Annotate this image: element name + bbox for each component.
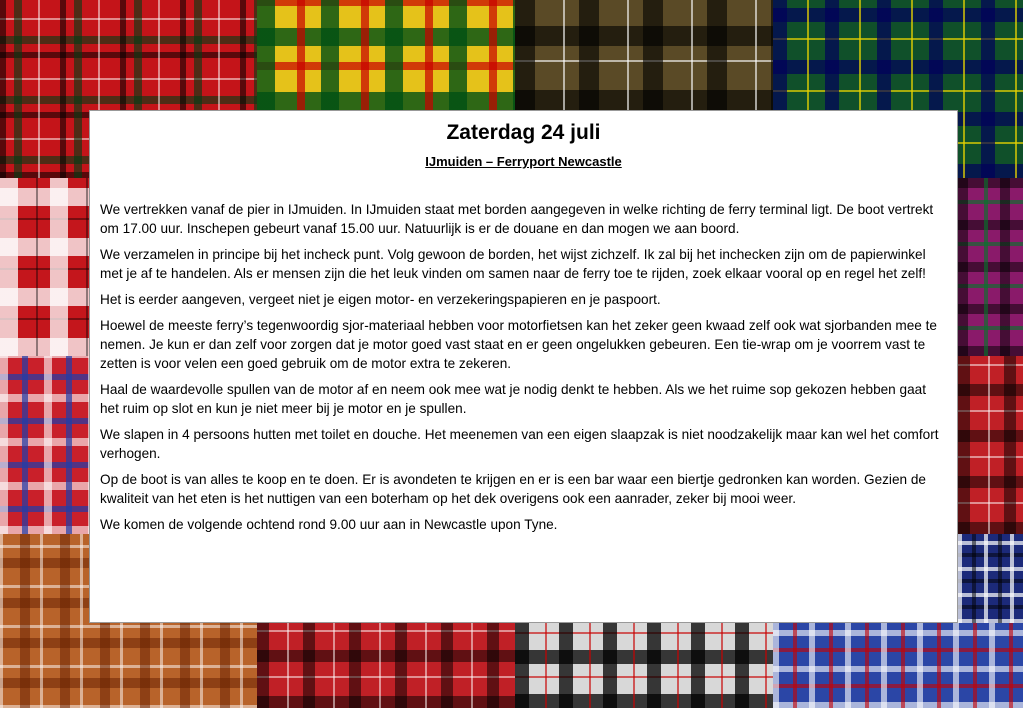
paragraph: Het is eerder aangeven, vergeet niet je eigen motor- en verzekeringspapieren en je paspoort. <box>100 292 661 307</box>
paragraph: Haal de waardevolle spullen van de motor af en neem ook mee wat je nodig denkt te hebben. Als we het ruime sop gekozen hebben gaat het ruim op slot en kun je niet meer bij je motor en je spullen. <box>100 382 926 416</box>
tartan-tile-blue <box>773 623 1023 708</box>
paragraph: We komen de volgende ochtend rond 9.00 uur aan in Newcastle upon Tyne. <box>100 517 558 532</box>
content-card <box>89 110 958 623</box>
paragraph: We vertrekken vanaf de pier in IJmuiden. In IJmuiden staat met borden aangegeven in welke richting de ferry terminal ligt. De boot vertrekt om 17.00 uur. Inschepen gebeurt vanaf 15.00 uur. Natuurlijk is er de douane en dan mogen we aan boord. <box>100 202 934 236</box>
page-subtitle: IJmuiden – Ferryport Newcastle <box>425 154 622 169</box>
page-title: Zaterdag 24 juli <box>446 121 601 144</box>
paragraph: We verzamelen in principe bij het incheck punt. Volg gewoon de borden, het wijst zichzelf. Ik zal bij het inchecken zijn om de papierwinkel met je af te handelen. Als er mensen zijn die het leuk vinden om samen naar de ferry toe te rijden, zoek elkaar vooral op en regel het zelf! <box>100 247 926 281</box>
tartan-tile-brown <box>515 0 773 110</box>
tartan-tile-purple <box>958 178 1023 356</box>
body-text <box>100 200 947 534</box>
tartan-tile-red-white <box>0 178 89 356</box>
paragraph: We slapen in 4 persoons hutten met toilet en douche. Het meenemen van een eigen slaapzak is niet noodzakelijk maar kan wel het comfort verhogen. <box>100 427 939 461</box>
tartan-tile-green-red <box>958 356 1023 534</box>
tartan-tile-red-green <box>257 623 515 708</box>
tartan-tile-grey-black <box>515 623 773 708</box>
tartan-tile-navy <box>958 534 1023 623</box>
tartan-tile-multicolor <box>0 356 89 534</box>
paragraph: Op de boot is van alles te koop en te doen. Er is avondeten te krijgen en er is een bar waar een biertje gedronken kan worden. Gezien de kwaliteit van het eten is het nuttigen van een boterham op het dek overigens ook een aanrader, zeker bij mooi weer. <box>100 472 926 506</box>
tartan-tile-yellow <box>257 0 515 110</box>
paragraph: Hoewel de meeste ferry’s tegenwoordig sjor-materiaal hebben voor motorfietsen kan het zeker geen kwaad zelf ook wat sjorbanden mee te nemen. Je kun er dan zelf voor zorgen dat je motor goed vast staat en er geen ongelukken gebeuren. Een tie-wrap om je voorrem vast te zetten is voor velen een goed gebruik om de motor extra te zekeren. <box>100 318 937 371</box>
